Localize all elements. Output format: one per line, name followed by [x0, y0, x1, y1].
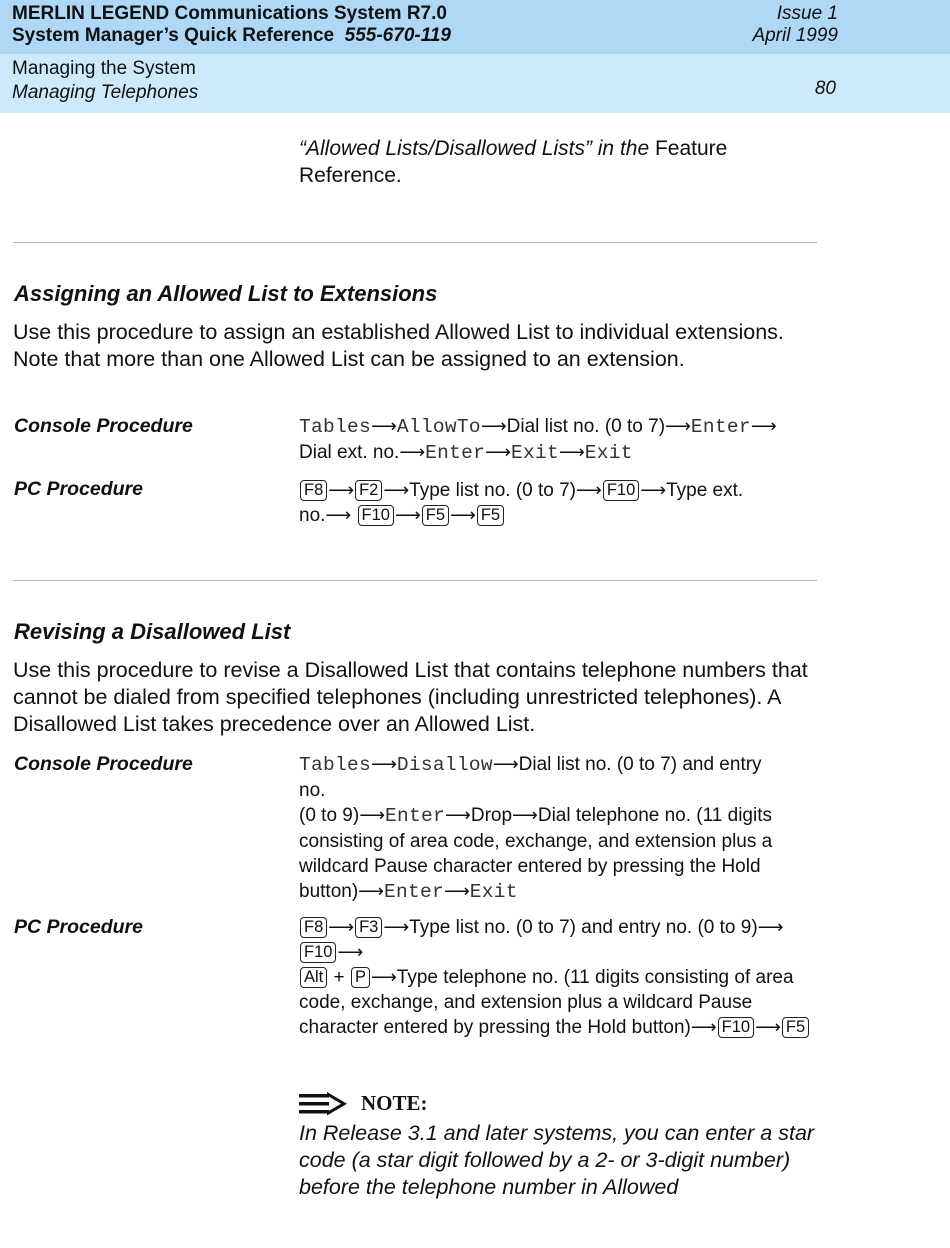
menu-exit: Exit: [469, 881, 518, 903]
step-text: no.: [299, 505, 326, 526]
issue-label: Issue 1: [776, 3, 838, 24]
key-f10: F10: [358, 505, 394, 526]
doc-subtitle: [12, 25, 451, 47]
revise-body: Use this procedure to revise a Disallowed List that contains telephone numbers that cannot be dialed from specified telephones (including unrestricted telephones). A Disallowed List takes precedence over an Allowed List.: [13, 658, 808, 736]
key-f3: F3: [355, 917, 382, 938]
arrow-icon: ⟶: [370, 967, 397, 988]
assign-pc-label: PC Procedure: [14, 478, 143, 500]
arrow-icon: ⟶: [371, 754, 397, 775]
page-number: 80: [814, 78, 836, 99]
arrow-icon: ⟶: [558, 442, 585, 463]
section-divider: [13, 242, 817, 243]
key-f5: F5: [477, 505, 504, 526]
arrow-icon: ⟶: [371, 416, 397, 437]
doc-number: 555-670-119: [344, 25, 452, 46]
key-alt: Alt: [300, 967, 327, 988]
key-f10: F10: [300, 942, 336, 963]
section-name: Managing the System: [12, 58, 196, 79]
subsection-name: Managing Telephones: [12, 82, 199, 103]
plus-sign: +: [333, 967, 345, 988]
arrow-icon: ⟶: [383, 917, 410, 938]
step-text: no.: [299, 780, 326, 801]
arrow-icon: ⟶: [576, 480, 602, 501]
menu-disallow: Disallow: [396, 754, 493, 776]
doc-subtitle-text: System Manager’s Quick Reference: [12, 25, 335, 46]
arrow-icon: ⟶: [757, 917, 784, 938]
arrow-icon: ⟶: [492, 754, 519, 775]
issue-date: April 1999: [752, 25, 838, 46]
step-text: (0 to 9): [299, 805, 360, 826]
arrow-icon: ⟶: [337, 942, 364, 963]
menu-enter: Enter: [690, 416, 751, 438]
menu-enter: Enter: [385, 805, 446, 827]
assign-console-procedure: [299, 414, 819, 466]
step-text: Drop: [470, 805, 513, 826]
intro-italic: “Allowed Lists/Disallowed Lists” in the: [299, 137, 650, 160]
arrow-icon: ⟶: [665, 416, 691, 437]
step-text: Dial list no. (0 to 7): [506, 416, 666, 437]
arrow-icon: ⟶: [443, 881, 470, 902]
arrow-icon: ⟶: [445, 805, 471, 826]
menu-exit: Exit: [510, 442, 559, 464]
step-text: Type ext.: [666, 480, 744, 501]
arrow-icon: ⟶: [690, 1017, 717, 1038]
key-f8: F8: [300, 917, 327, 938]
intro-normal-1: Feature: [654, 137, 728, 160]
key-f5: F5: [782, 1017, 809, 1038]
arrow-icon: ⟶: [358, 881, 384, 902]
revise-console-procedure: [299, 752, 819, 905]
assign-heading: Assigning an Allowed List to Extensions: [14, 281, 438, 306]
arrow-icon: ⟶: [512, 805, 538, 826]
key-f10: F10: [718, 1017, 754, 1038]
arrow-icon: ⟶: [399, 442, 426, 463]
menu-tables: Tables: [299, 754, 372, 776]
step-text: Type list no. (0 to 7) and entry no. (0 to 9): [409, 917, 758, 938]
step-text: Dial list no. (0 to 7) and entry: [518, 754, 762, 775]
menu-enter: Enter: [425, 442, 486, 464]
key-f2: F2: [355, 480, 382, 501]
menu-enter: Enter: [383, 881, 444, 903]
revise-heading: Revising a Disallowed List: [14, 619, 291, 644]
arrow-icon: ⟶: [328, 480, 355, 501]
step-text: Dial telephone no. (11 digits consisting of area code, exchange, and extension plus a wildcard Pause character entered by pressing the Hold button): [299, 805, 773, 902]
intro-normal-2: Reference.: [299, 164, 402, 187]
step-text: Type telephone no. (11 digits consisting of area code, exchange, and extension plus a wildcard Pause character entered by pressing the Hold button): [299, 967, 794, 1038]
assign-console-label: Console Procedure: [14, 415, 193, 437]
arrow-icon: ⟶: [394, 505, 421, 526]
arrow-icon: ⟶: [480, 416, 507, 437]
note-label: NOTE:: [361, 1091, 428, 1115]
section-divider: [13, 580, 817, 581]
intro-reference: [299, 135, 819, 189]
arrow-icon: ⟶: [325, 505, 352, 526]
key-f10: F10: [603, 480, 639, 501]
key-f5: F5: [422, 505, 449, 526]
step-text: Type list no. (0 to 7): [409, 480, 577, 501]
assign-pc-procedure: [299, 478, 819, 528]
arrow-icon: ⟶: [485, 442, 511, 463]
revise-pc-procedure: [299, 915, 819, 1040]
doc-title: MERLIN LEGEND Communications System R7.0: [12, 3, 447, 24]
note-body: In Release 3.1 and later systems, you can enter a star code (a star digit followed by a 2- or 3-digit number) before the telephone number in Allowed: [299, 1121, 815, 1199]
arrow-icon: ⟶: [328, 917, 355, 938]
key-p: P: [351, 967, 370, 988]
arrow-icon: ⟶: [450, 505, 476, 526]
arrow-icon: ⟶: [755, 1017, 781, 1038]
arrow-icon: ⟶: [383, 480, 410, 501]
arrow-icon: ⟶: [640, 480, 667, 501]
menu-allowto: AllowTo: [396, 416, 481, 438]
assign-body: Use this procedure to assign an established Allowed List to individual extensions. Note that more than one Allowed List can be assigned to an extension.: [13, 320, 784, 371]
key-f8: F8: [300, 480, 327, 501]
arrow-icon: ⟶: [750, 416, 777, 437]
menu-exit: Exit: [584, 442, 633, 464]
step-text: Dial ext. no.: [299, 442, 400, 463]
revise-console-label: Console Procedure: [14, 753, 193, 775]
arrow-icon: ⟶: [359, 805, 386, 826]
note-arrow-icon: [299, 1091, 349, 1117]
menu-tables: Tables: [299, 416, 372, 438]
revise-pc-label: PC Procedure: [14, 916, 143, 938]
